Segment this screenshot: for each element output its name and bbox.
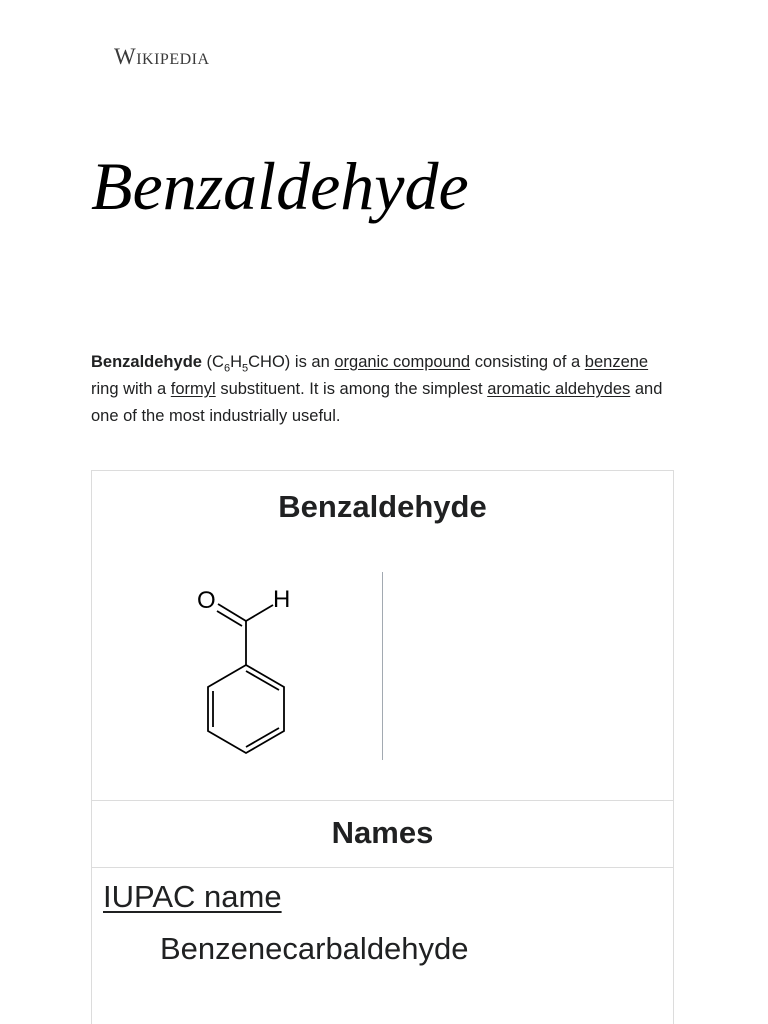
benzene-ring <box>208 665 284 753</box>
atom-o-label: O <box>197 587 216 614</box>
lead-paragraph <box>91 349 676 430</box>
infobox-title: Benzaldehyde <box>278 489 487 524</box>
bond-carbonyl-1 <box>218 604 246 621</box>
lead-text-4: substituent. It is among the simplest <box>220 380 483 398</box>
lead-subject: Benzaldehyde <box>91 353 202 371</box>
formula-sub-5: 5 <box>242 362 249 375</box>
section-header-names: Names <box>92 800 673 868</box>
infobox <box>91 470 674 1024</box>
formula-sub-6: 6 <box>223 362 231 375</box>
link-formyl[interactable]: formyl <box>170 380 216 398</box>
wikipedia-logo[interactable]: Wikipedia <box>114 44 210 69</box>
atom-h-label: H <box>273 586 291 613</box>
link-organic-compound[interactable]: organic compound <box>334 353 471 371</box>
lead-text-1: is an <box>294 353 330 371</box>
link-benzene[interactable]: benzene <box>584 353 649 371</box>
bond-carbonyl-2 <box>217 611 242 626</box>
formula-open: (C <box>206 353 224 371</box>
page-title: Benzaldehyde <box>91 148 469 224</box>
formula-close: CHO) <box>248 353 291 371</box>
formula-mid: H <box>230 353 243 371</box>
iupac-name-value: Benzenecarbaldehyde <box>160 931 469 966</box>
lead-text-2: consisting of a <box>474 353 581 371</box>
bond-ch <box>246 605 273 621</box>
benzaldehyde-structure-image[interactable] <box>187 581 317 761</box>
iupac-name-link[interactable]: IUPAC name <box>103 879 282 914</box>
link-aromatic-aldehydes[interactable]: aromatic aldehydes <box>487 380 631 398</box>
lead-text-3: ring with a <box>91 380 167 398</box>
image-divider <box>382 572 383 760</box>
lead-text-5: and one of the most industrially useful. <box>91 380 663 425</box>
